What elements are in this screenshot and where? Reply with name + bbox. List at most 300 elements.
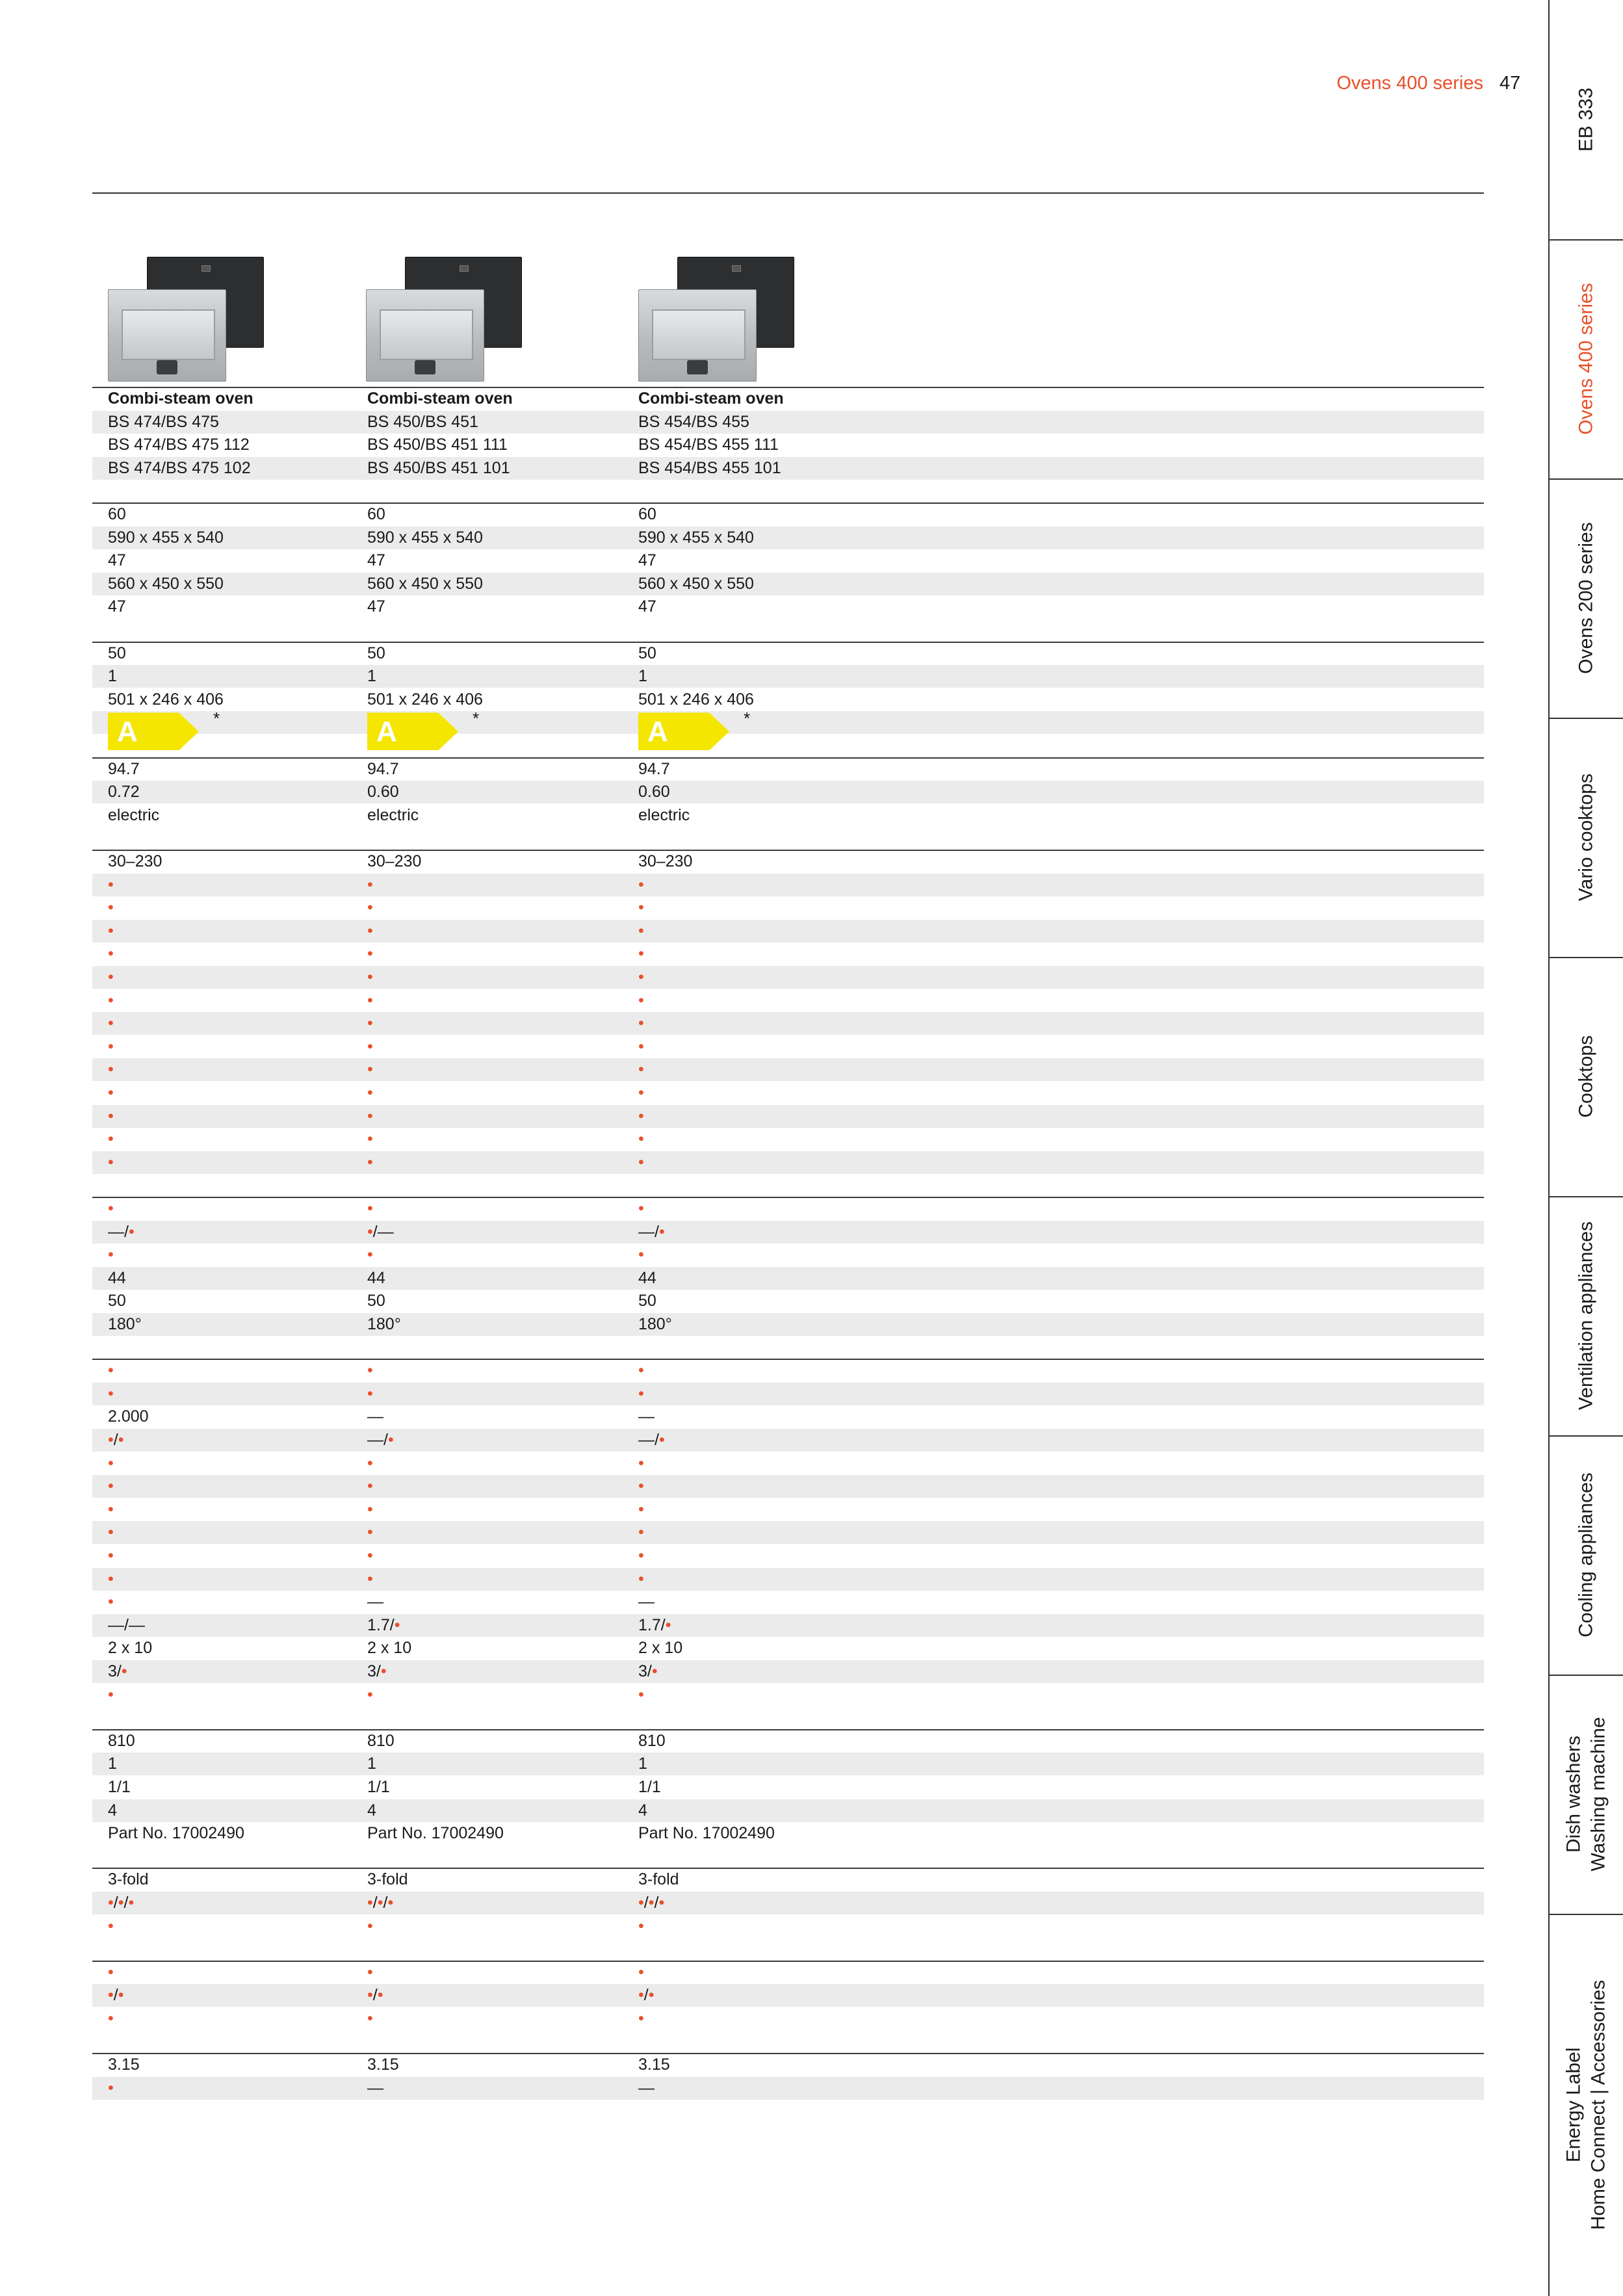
spec-value: —: [367, 1593, 383, 1611]
spec-value: 180°: [638, 1315, 672, 1333]
spec-value: [367, 1039, 373, 1055]
spec-value: 1/1: [108, 1778, 131, 1796]
feature-dot: •: [367, 1894, 373, 1912]
spec-value: [638, 1085, 644, 1101]
row-band: [92, 1753, 1484, 1775]
spec-value: Part No. 17002490: [638, 1824, 775, 1843]
spec-value: [367, 1386, 373, 1402]
feature-dot: •: [108, 1431, 114, 1449]
spec-value: 3.15: [367, 2055, 399, 2074]
feature-dot: •: [638, 1361, 644, 1380]
spec-value: Part No. 17002490: [367, 1824, 504, 1843]
row-band: [92, 711, 1484, 734]
group-rule: [92, 1729, 1484, 1730]
row-band: [92, 2077, 1484, 2100]
group-rule: [92, 1961, 1484, 1962]
feature-dot: •: [108, 2078, 114, 2097]
spec-value: BS 474/BS 475: [108, 412, 219, 431]
spec-value: 94.7: [367, 759, 399, 778]
feature-dot: •: [638, 898, 644, 917]
feature-dot: •: [108, 945, 114, 963]
spec-value: —/•: [638, 1431, 665, 1449]
feature-dot: •: [108, 1963, 114, 1981]
feature-dot: •: [108, 1361, 114, 1380]
spec-value: 47: [108, 597, 126, 616]
spec-value: BS 454/BS 455 101: [638, 458, 781, 477]
row-band: [92, 573, 1484, 595]
sidebar-tab-label: Vario cooktops: [1574, 773, 1596, 902]
feature-dot: •: [638, 1477, 644, 1496]
spec-value: 50: [367, 1292, 385, 1311]
spec-value: 3/•: [108, 1662, 127, 1680]
spec-value: [638, 946, 644, 962]
row-band: [92, 1151, 1484, 1174]
spec-value: —: [367, 1407, 383, 1426]
spec-value: 1: [638, 1755, 647, 1773]
spec-value: [108, 1108, 114, 1125]
spec-value: [108, 1687, 114, 1703]
spec-value: 590 x 455 x 540: [367, 528, 483, 547]
feature-dot: •: [108, 1523, 114, 1542]
spec-value: [638, 900, 644, 916]
feature-dot: •: [638, 1130, 644, 1149]
spec-value: [367, 1502, 373, 1518]
feature-dot: •: [638, 1384, 644, 1403]
sidebar-tab[interactable]: [1548, 239, 1623, 480]
row-band: [92, 920, 1484, 943]
sidebar-tab-label: Cooling appliances: [1574, 1472, 1596, 1637]
spec-value: 60: [108, 505, 126, 523]
spec-value: [108, 1131, 114, 1147]
feature-dot: •: [658, 1222, 665, 1241]
spec-value: [367, 1085, 373, 1101]
energy-class: A: [376, 716, 397, 748]
feature-dot: •: [638, 1454, 644, 1472]
spec-value: 3.15: [108, 2055, 140, 2074]
spec-value: 4: [367, 1801, 376, 1820]
sidebar-tab[interactable]: [1548, 957, 1623, 1197]
feature-dot: •: [367, 968, 373, 986]
product-name: Combi-steam oven: [638, 389, 784, 408]
feature-dot: •: [638, 921, 644, 940]
spec-value: [367, 1155, 373, 1171]
spec-value: [108, 1918, 114, 1935]
feature-dot: •: [367, 1986, 373, 2005]
feature-dot: •: [367, 1454, 373, 1472]
spec-value: [367, 1108, 373, 1125]
spec-value: [367, 1524, 373, 1541]
feature-dot: •: [638, 1986, 644, 2005]
spec-value: 501 x 246 x 406: [367, 690, 483, 709]
spec-value: •/•/•: [638, 1894, 665, 1912]
spec-value: 47: [108, 551, 126, 570]
feature-dot: •: [108, 898, 114, 917]
spec-value: 0.72: [108, 783, 140, 802]
spec-value: [638, 1548, 644, 1564]
spec-value: BS 474/BS 475 112: [108, 436, 250, 454]
spec-value: 1: [367, 667, 376, 686]
spec-value: [638, 1108, 644, 1125]
spec-value: [638, 1155, 644, 1171]
feature-dot: •: [367, 1106, 373, 1125]
spec-value: [367, 1687, 373, 1703]
spec-value: [108, 1502, 114, 1518]
spec-value: 47: [367, 551, 385, 570]
sidebar-tab[interactable]: [1548, 1196, 1623, 1437]
spec-value: 3-fold: [108, 1870, 149, 1889]
spec-value: 4: [108, 1801, 117, 1820]
group-rule: [92, 2053, 1484, 2054]
spec-value: 30–230: [638, 852, 693, 870]
spec-value: •/•/•: [108, 1894, 135, 1912]
group-rule: [92, 1197, 1484, 1198]
feature-dot: •: [638, 1963, 644, 1981]
spec-value: 50: [108, 1292, 126, 1311]
row-band: [92, 457, 1484, 480]
spec-value: [367, 1247, 373, 1263]
spec-value: [367, 1201, 373, 1217]
spec-value: 47: [367, 597, 385, 616]
spec-value: [367, 946, 373, 962]
spec-value: —/—: [108, 1615, 145, 1634]
group-rule: [92, 1868, 1484, 1869]
spec-value: 1: [367, 1755, 376, 1773]
row-band: [92, 527, 1484, 549]
spec-value: 30–230: [367, 852, 422, 870]
feature-dot: •: [638, 1106, 644, 1125]
row-band: [92, 874, 1484, 896]
sidebar-tab[interactable]: [1548, 1914, 1623, 2296]
feature-dot: •: [638, 1894, 644, 1912]
spec-value: [108, 1455, 114, 1472]
feature-dot: •: [108, 1014, 114, 1033]
spec-value: [638, 1247, 644, 1263]
spec-value: [108, 1524, 114, 1541]
row-band: [92, 1429, 1484, 1452]
energy-footnote-marker: *: [744, 709, 751, 729]
spec-value: 44: [638, 1268, 656, 1287]
spec-value: [638, 2011, 644, 2027]
feature-dot: •: [367, 898, 373, 917]
spec-value: 94.7: [108, 759, 140, 778]
row-band: [92, 966, 1484, 989]
spec-value: —: [638, 2078, 655, 2097]
spec-value: •/•: [367, 1986, 383, 2005]
feature-dot: •: [108, 1916, 114, 1935]
spec-value: electric: [367, 805, 419, 824]
feature-dot: •: [377, 1986, 383, 2005]
group-rule: [92, 850, 1484, 851]
feature-dot: •: [108, 1477, 114, 1496]
feature-dot: •: [118, 1894, 124, 1912]
sidebar-tab[interactable]: [1548, 0, 1623, 241]
spec-value: [367, 1548, 373, 1564]
feature-dot: •: [638, 1014, 644, 1033]
feature-dot: •: [658, 1431, 665, 1449]
spec-value: [108, 1247, 114, 1263]
row-band: [92, 1313, 1484, 1336]
feature-dot: •: [367, 1546, 373, 1565]
feature-dot: •: [108, 1246, 114, 1264]
group-rule: [92, 642, 1484, 643]
spec-value: —: [638, 1407, 655, 1426]
spec-value: [367, 1131, 373, 1147]
spec-value: [367, 1062, 373, 1078]
spec-value: [638, 1062, 644, 1078]
spec-value: [638, 1455, 644, 1472]
row-band: [92, 1892, 1484, 1914]
row-band: [92, 1568, 1484, 1591]
spec-value: [108, 1571, 114, 1587]
feature-dot: •: [648, 1894, 655, 1912]
spec-value: 590 x 455 x 540: [108, 528, 224, 547]
spec-value: [108, 1386, 114, 1402]
feature-dot: •: [108, 968, 114, 986]
feature-dot: •: [118, 1431, 124, 1449]
spec-value: electric: [638, 805, 690, 824]
spec-value: [108, 1085, 114, 1101]
feature-dot: •: [108, 1037, 114, 1056]
spec-value: 47: [638, 551, 656, 570]
spec-value: BS 450/BS 451 101: [367, 458, 510, 477]
feature-dot: •: [367, 1569, 373, 1588]
spec-value: 1: [638, 667, 647, 686]
feature-dot: •: [108, 991, 114, 1010]
spec-value: 0.60: [638, 783, 670, 802]
spec-value: [108, 1015, 114, 1032]
spec-value: [108, 1062, 114, 1078]
feature-dot: •: [367, 1916, 373, 1935]
spec-value: 3-fold: [367, 1870, 408, 1889]
spec-value: [108, 877, 114, 893]
feature-dot: •: [387, 1431, 394, 1449]
spec-value: [108, 1478, 114, 1494]
spec-value: [367, 1363, 373, 1379]
header-rule: [92, 192, 1484, 194]
feature-dot: •: [108, 1546, 114, 1565]
spec-value: •/•/•: [367, 1894, 394, 1912]
feature-dot: •: [638, 1523, 644, 1542]
spec-value: 2.000: [108, 1407, 149, 1426]
group-rule: [92, 1359, 1484, 1360]
feature-dot: •: [128, 1222, 135, 1241]
feature-dot: •: [367, 991, 373, 1010]
table-top-rule: [92, 387, 1484, 388]
spec-value: [367, 1918, 373, 1935]
feature-dot: •: [638, 875, 644, 894]
feature-dot: •: [108, 1593, 114, 1611]
oven-front-image: [638, 289, 757, 382]
feature-dot: •: [367, 1222, 373, 1241]
spec-value: •/•: [108, 1986, 124, 2005]
spec-value: 50: [367, 644, 385, 662]
feature-dot: •: [121, 1662, 127, 1680]
spec-value: 560 x 450 x 550: [638, 574, 754, 593]
feature-dot: •: [367, 1685, 373, 1704]
spec-value: BS 474/BS 475 102: [108, 458, 251, 477]
spec-value: electric: [108, 805, 160, 824]
feature-dot: •: [108, 875, 114, 894]
feature-dot: •: [108, 921, 114, 940]
spec-value: [367, 1478, 373, 1494]
feature-dot: •: [638, 1199, 644, 1218]
spec-value: 3.15: [638, 2055, 670, 2074]
feature-dot: •: [638, 1500, 644, 1519]
feature-dot: •: [367, 1523, 373, 1542]
row-band: [92, 1660, 1484, 1683]
spec-value: [638, 923, 644, 939]
spec-value: 50: [638, 644, 656, 662]
feature-dot: •: [658, 1894, 665, 1912]
feature-dot: •: [367, 921, 373, 940]
spec-value: [367, 1015, 373, 1032]
spec-value: 60: [638, 505, 656, 523]
sidebar-tab-label: Cooktops: [1574, 1035, 1596, 1118]
feature-dot: •: [367, 2009, 373, 2028]
energy-class: A: [647, 716, 668, 748]
feature-dot: •: [638, 945, 644, 963]
spec-value: [108, 1548, 114, 1564]
feature-dot: •: [638, 1685, 644, 1704]
feature-dot: •: [367, 1084, 373, 1102]
spec-value: [108, 1039, 114, 1055]
feature-dot: •: [638, 1546, 644, 1565]
feature-dot: •: [638, 1037, 644, 1056]
sidebar-tab[interactable]: [1548, 1435, 1623, 1676]
spec-value: [108, 2011, 114, 2027]
spec-value: [108, 993, 114, 1009]
spec-value: BS 454/BS 455 111: [638, 436, 779, 454]
spec-value: 1.7/•: [367, 1615, 400, 1634]
spec-value: 44: [108, 1268, 126, 1287]
feature-dot: •: [638, 1246, 644, 1264]
sidebar-tab[interactable]: [1548, 478, 1623, 719]
row-band: [92, 665, 1484, 688]
spec-value: •/—: [367, 1222, 394, 1241]
feature-dot: •: [108, 1894, 114, 1912]
oven-front-image: [108, 289, 226, 382]
spec-value: [638, 1386, 644, 1402]
row-band: [92, 1475, 1484, 1498]
spec-value: [108, 923, 114, 939]
feature-dot: •: [367, 1246, 373, 1264]
spec-value: [638, 1478, 644, 1494]
feature-dot: •: [367, 875, 373, 894]
spec-value: 1.7/•: [638, 1615, 671, 1634]
spec-value: 501 x 246 x 406: [108, 690, 224, 709]
spec-value: [108, 1594, 114, 1610]
spec-value: 2 x 10: [108, 1639, 153, 1658]
spec-value: [108, 969, 114, 985]
row-band: [92, 1105, 1484, 1128]
spec-value: [367, 993, 373, 1009]
spec-value: —/•: [108, 1222, 135, 1241]
feature-dot: •: [367, 1199, 373, 1218]
spec-value: 560 x 450 x 550: [108, 574, 224, 593]
section-title: Ovens 400 series: [1336, 73, 1483, 94]
feature-dot: •: [108, 1685, 114, 1704]
spec-value: 810: [367, 1731, 395, 1750]
feature-dot: •: [367, 1014, 373, 1033]
spec-value: [108, 1363, 114, 1379]
energy-class: A: [117, 716, 138, 748]
feature-dot: •: [367, 1153, 373, 1171]
feature-dot: •: [380, 1662, 387, 1680]
feature-dot: •: [638, 2009, 644, 2028]
row-band: [92, 1058, 1484, 1081]
spec-value: —: [638, 1593, 655, 1611]
spec-value: 180°: [108, 1315, 142, 1333]
row-band: [92, 1521, 1484, 1544]
spec-value: [638, 1039, 644, 1055]
feature-dot: •: [638, 1084, 644, 1102]
sidebar-tab-label: EB 333: [1574, 87, 1596, 152]
feature-dot: •: [108, 1500, 114, 1519]
feature-dot: •: [118, 1986, 124, 2005]
feature-dot: •: [108, 1199, 114, 1218]
spec-value: 3/•: [638, 1662, 658, 1680]
spec-value: 3-fold: [638, 1870, 679, 1889]
feature-dot: •: [108, 1130, 114, 1149]
row-band: [92, 1221, 1484, 1244]
feature-dot: •: [651, 1662, 658, 1680]
sidebar-tab[interactable]: [1548, 718, 1623, 958]
spec-value: [367, 923, 373, 939]
feature-dot: •: [108, 1454, 114, 1472]
feature-dot: •: [394, 1615, 400, 1634]
spec-value: [367, 969, 373, 985]
spec-value: 2 x 10: [638, 1639, 683, 1658]
product-image-3: [638, 257, 794, 380]
sidebar-tab-label: Dish washers Washing machine: [1563, 1717, 1609, 1872]
feature-dot: •: [638, 1153, 644, 1171]
feature-dot: •: [108, 1384, 114, 1403]
spec-value: 590 x 455 x 540: [638, 528, 754, 547]
feature-dot: •: [367, 1060, 373, 1079]
feature-dot: •: [638, 1916, 644, 1935]
feature-dot: •: [108, 1084, 114, 1102]
feature-dot: •: [638, 991, 644, 1010]
product-name: Combi-steam oven: [108, 389, 253, 408]
row-band: [92, 781, 1484, 803]
feature-dot: •: [108, 2009, 114, 2028]
sidebar-tab-label: Energy Label Home Connect | Accessories: [1563, 1979, 1609, 2230]
group-rule: [92, 502, 1484, 504]
spec-value: 1: [108, 667, 117, 686]
spec-value: [638, 1918, 644, 1935]
feature-dot: •: [367, 1500, 373, 1519]
feature-dot: •: [377, 1894, 383, 1912]
spec-value: 4: [638, 1801, 647, 1820]
feature-dot: •: [665, 1615, 671, 1634]
sidebar-tab[interactable]: [1548, 1675, 1623, 1915]
sidebar-tab-label: Ventilation appliances: [1574, 1221, 1596, 1411]
spec-value: 30–230: [108, 852, 162, 870]
spec-value: [108, 2080, 114, 2096]
spec-value: —/•: [367, 1431, 394, 1449]
spec-value: —/•: [638, 1222, 665, 1241]
feature-dot: •: [367, 1130, 373, 1149]
spec-value: [108, 900, 114, 916]
spec-value: 47: [638, 597, 656, 616]
spec-value: [108, 1201, 114, 1217]
feature-dot: •: [387, 1894, 394, 1912]
row-band: [92, 1984, 1484, 2007]
oven-front-image: [366, 289, 484, 382]
spec-value: [367, 1571, 373, 1587]
spec-value: [638, 1363, 644, 1379]
row-band: [92, 411, 1484, 434]
